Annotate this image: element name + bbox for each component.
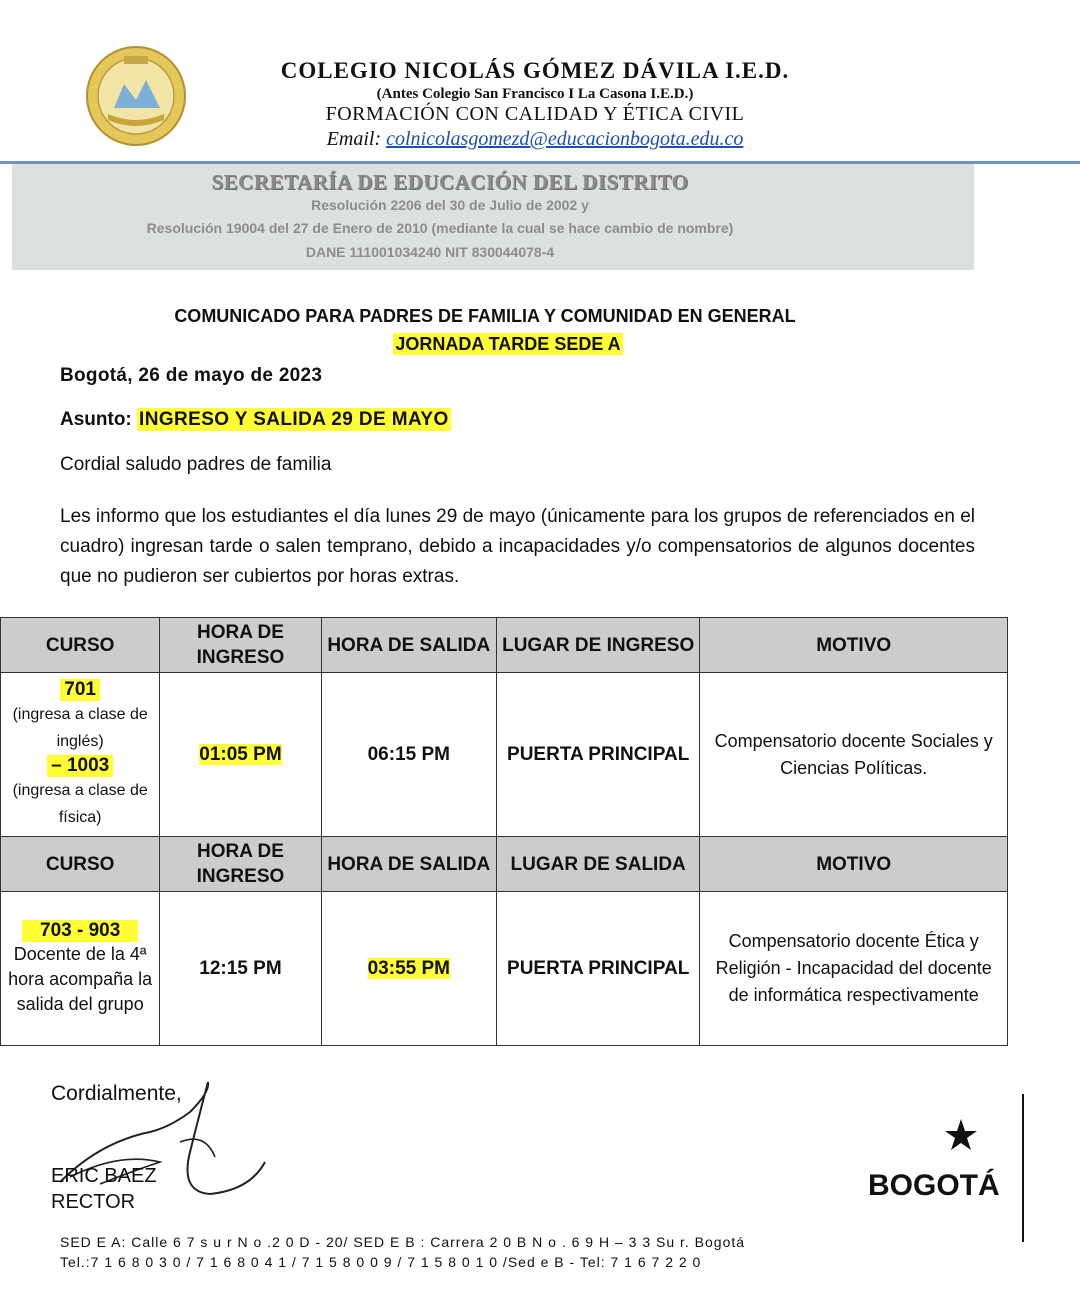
school-name: COLEGIO NICOLÁS GÓMEZ DÁVILA I.E.D.	[280, 58, 790, 83]
footer-address: SED E A: Calle 6 7 s u r N o .2 0 D - 20/ SED E B : Carrera 2 0 B N o . 6 9 H – 3 3 Su r. Bogotá	[60, 1234, 746, 1250]
header-cell: HORA DE SALIDA	[321, 618, 496, 673]
email-label: Email:	[326, 128, 382, 150]
asunto-label: Asunto:	[60, 409, 132, 430]
header-cell: MOTIVO	[700, 618, 1008, 673]
subheading-highlight: JORNADA TARDE SEDE A	[395, 334, 621, 354]
header-cell: CURSO	[1, 618, 160, 673]
lugar-cell: PUERTA PRINCIPAL	[496, 892, 699, 1046]
footer-phones: Tel.:7 1 6 8 0 3 0 / 7 1 6 8 0 4 1 / 7 1 5 8 0 0 9 / 7 1 5 8 0 1 0 /Sed e B - Tel: 7 1 6 7 2 2 0	[60, 1254, 702, 1270]
school-seal-logo	[84, 44, 188, 148]
asunto-value: INGRESO Y SALIDA 29 DE MAYO	[139, 409, 449, 430]
dane-nit: DANE 111001034240 NIT 830044078-4	[305, 244, 555, 260]
curso-note: (ingresa a clase de inglés)	[12, 705, 148, 750]
letter-subheading	[0, 334, 1016, 355]
table-row	[1, 673, 1008, 837]
ingreso-cell: 12:15 PM	[160, 892, 321, 1046]
salutation: Cordial saludo padres de familia	[60, 454, 332, 475]
ingreso-cell	[160, 673, 321, 837]
bogota-logo	[866, 1117, 1000, 1217]
signer-role: RECTOR	[51, 1191, 136, 1213]
table-header-row	[1, 837, 1008, 892]
curso-703-903: 703 - 903	[22, 920, 138, 942]
signer-name: ERIC BAEZ	[51, 1165, 157, 1187]
salida-cell	[321, 892, 496, 1046]
email-line	[195, 128, 875, 151]
secretaria-title: SECRETARÍA DE EDUCACIÓN DEL DISTRITO	[211, 170, 689, 194]
ingreso-time: 01:05 PM	[199, 743, 282, 765]
vertical-divider	[1022, 1094, 1024, 1242]
motivo-cell: Compensatorio docente Sociales y Ciencias Políticas.	[700, 673, 1008, 837]
letter-body: Les informo que los estudiantes el día lunes 29 de mayo (únicamente para los grupos de referenciados en el cuadro) ingresan tarde o salen temprano, debido a incapacidades y/o compensatorios de algunos docentes que no pudieron ser cubiertos por horas extras.	[60, 506, 975, 587]
header-cell: LUGAR DE INGRESO	[496, 618, 699, 673]
header-cell: CURSO	[1, 837, 160, 892]
resolucion-2: Resolución 19004 del 27 de Enero de 2010 (mediante la cual se hace cambio de nombre)	[146, 220, 734, 236]
header-cell: HORA DE INGRESO	[160, 837, 321, 892]
header-cell: HORA DE SALIDA	[321, 837, 496, 892]
curso-note: (ingresa a clase de física)	[12, 781, 148, 826]
curso-note: Docente de la 4ª hora acompaña la salida del grupo	[8, 944, 153, 1014]
salida-time: 03:55 PM	[367, 957, 450, 979]
email-link[interactable]: colnicolasgomezd@educacionbogota.edu.co	[386, 128, 744, 150]
signer-block	[51, 1163, 157, 1215]
lugar-cell: PUERTA PRINCIPAL	[496, 673, 699, 837]
curso-701: 701	[60, 679, 100, 701]
curso-cell	[1, 673, 160, 837]
letter-date: Bogotá, 26 de mayo de 2023	[60, 365, 323, 386]
letter-heading: COMUNICADO PARA PADRES DE FAMILIA Y COMUNIDAD EN GENERAL	[174, 306, 796, 326]
header-cell: LUGAR DE SALIDA	[496, 837, 699, 892]
curso-cell	[1, 892, 160, 1046]
header-cell: HORA DE INGRESO	[160, 618, 321, 673]
resolucion-1: Resolución 2206 del 30 de Julio de 2002 y	[311, 197, 589, 213]
salida-cell: 06:15 PM	[321, 673, 496, 837]
school-former-name: (Antes Colegio San Francisco I La Casona I.E.D.)	[376, 86, 694, 102]
table-row	[1, 892, 1008, 1046]
table-header-row	[1, 618, 1008, 673]
school-motto: FORMACIÓN CON CALIDAD Y ÉTICA CIVIL	[325, 103, 745, 125]
asunto-line	[60, 409, 451, 431]
farewell: Cordialmente,	[51, 1082, 182, 1105]
schedule-table	[0, 617, 1008, 1046]
motivo-cell: Compensatorio docente Ética y Religión - Incapacidad del docente de informática respectivamente	[700, 892, 1008, 1046]
bogota-logo-text: BOGOTÁ	[868, 1169, 1000, 1202]
curso-1003: – 1003	[47, 755, 113, 777]
header-cell: MOTIVO	[700, 837, 1008, 892]
